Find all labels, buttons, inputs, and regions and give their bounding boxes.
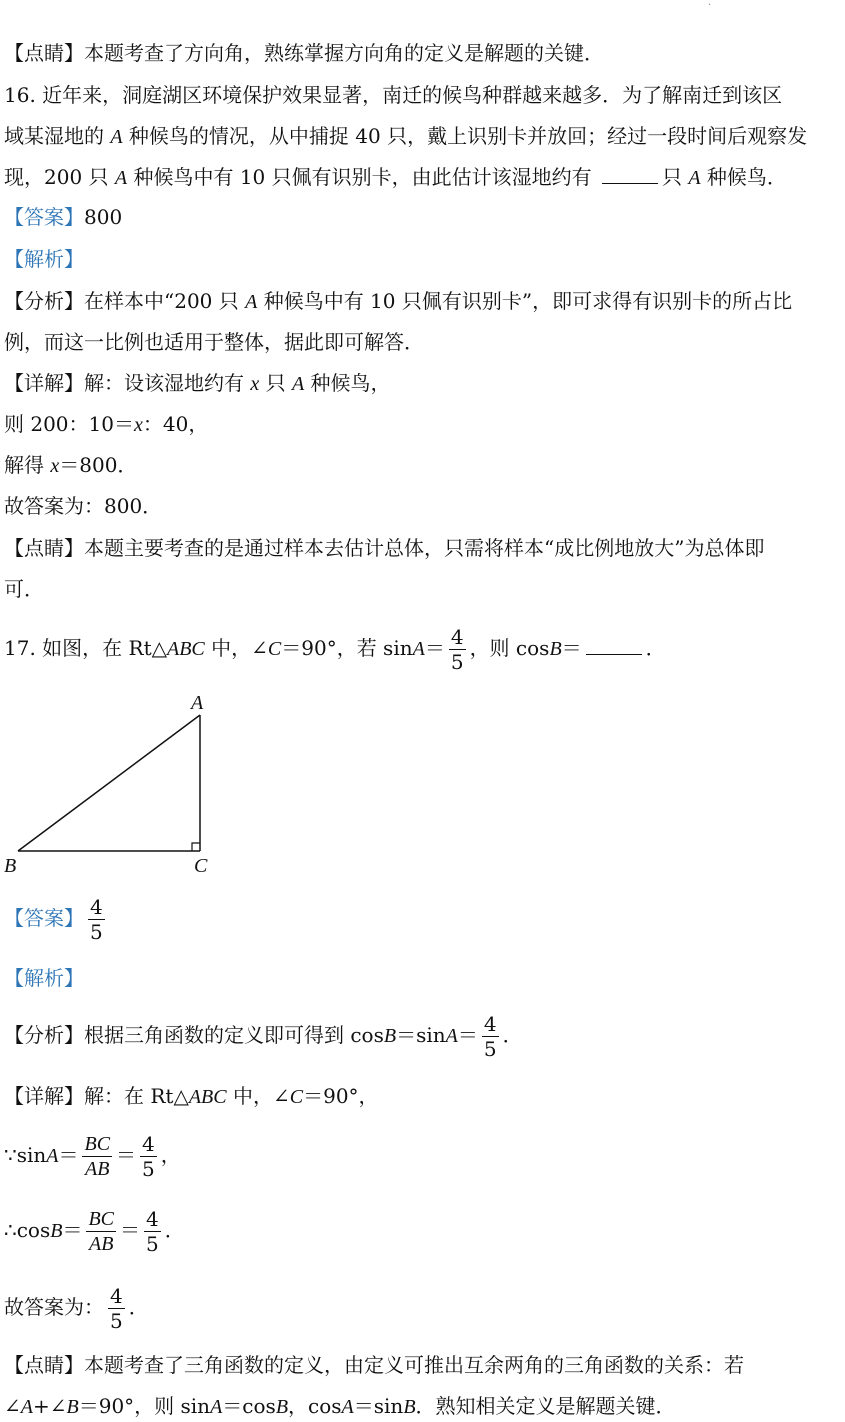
text: ， <box>160 1143 181 1167</box>
text: ＝800． <box>59 453 138 477</box>
q16-detail-line3 <box>4 452 137 479</box>
q16-analysis-line1 <box>4 288 792 315</box>
q17-stem <box>4 620 666 677</box>
q16-tip-line2: 可． <box>4 577 44 601</box>
answer-tag: 【答案】 <box>4 205 84 229</box>
q17-jiexi-tag: 【解析】 <box>4 966 84 990</box>
denominator: 5 <box>146 1232 159 1256</box>
text: 种候鸟， <box>304 371 391 395</box>
denominator: AB <box>85 1158 110 1180</box>
text: 根据三角函数的定义即可得到 cos <box>84 1023 384 1047</box>
var: x <box>133 414 143 436</box>
text: ＝90°，则 sin <box>78 1394 211 1418</box>
var: B <box>383 1025 397 1047</box>
answer-tag: 【答案】 <box>4 906 84 930</box>
text: ＝ <box>58 1143 79 1167</box>
text: ＝sin <box>353 1394 404 1418</box>
numerator: 4 <box>483 1012 497 1036</box>
top-mark: · <box>708 0 712 11</box>
text: ＝90°，若 sin <box>281 636 413 660</box>
denominator: 5 <box>483 1037 497 1061</box>
analysis-tag: 【分析】 <box>4 1023 84 1047</box>
text: ． <box>645 636 666 660</box>
q16-stem-line1 <box>4 82 782 108</box>
text: 16. 近年来，洞庭湖区环境保护效果显著，南迁的候鸟种群越来越多．为了解南迁到该区 <box>4 83 783 107</box>
text: 解：在 Rt△ <box>84 1084 189 1108</box>
var: A <box>245 291 258 313</box>
text: ． <box>128 1295 149 1319</box>
detail-tag: 【详解】 <box>4 1084 84 1108</box>
denominator: 5 <box>90 920 103 944</box>
text: ＝sin <box>396 1023 446 1047</box>
q17-analysis <box>4 1007 523 1064</box>
denominator: 5 <box>110 1309 123 1333</box>
text: ：40， <box>142 412 209 436</box>
text: 解得 <box>4 453 51 477</box>
numerator: BC <box>84 1133 111 1155</box>
text: ∴cos <box>4 1218 51 1242</box>
text: +∠ <box>32 1394 67 1418</box>
text: ＝ <box>120 1218 141 1242</box>
q16-stem-line2 <box>4 123 807 150</box>
var: B <box>66 1396 79 1418</box>
vertex-label-b: B <box>4 855 17 877</box>
text: 本题主要考查的是通过样本去估计总体，只需将样本“成比例地放大”为总体即 <box>84 536 765 560</box>
text: 本题考查了三角函数的定义，由定义可推出互余两角的三角函数的关系：若 <box>84 1353 744 1377</box>
fraction <box>449 625 466 674</box>
text: ＝cos <box>222 1394 276 1418</box>
answer-value: 800 <box>84 205 123 229</box>
q17-answer <box>4 890 109 946</box>
fraction-bc-ab <box>82 1132 112 1181</box>
text: 只 <box>259 371 292 395</box>
analysis-tag: 【分析】 <box>4 289 84 313</box>
text: 则 200：10＝ <box>4 412 134 436</box>
tip-tag: 【点睛】 <box>4 41 84 65</box>
answer-blank <box>586 636 642 655</box>
q16-detail-line1 <box>4 370 391 397</box>
right-angle-mark <box>192 843 200 851</box>
var: B <box>275 1396 289 1418</box>
denominator: AB <box>89 1233 114 1255</box>
denominator: 5 <box>450 650 464 674</box>
q17-therefore-line <box>4 1202 185 1259</box>
fraction-bc-ab <box>86 1207 116 1256</box>
var: C <box>289 1086 304 1108</box>
var: A <box>210 1396 223 1418</box>
var: A <box>110 126 123 148</box>
text: ＝ <box>62 1218 83 1242</box>
answer-blank <box>602 165 658 184</box>
var: A <box>291 373 305 395</box>
fraction <box>144 1207 161 1256</box>
q17-tip-line2 <box>4 1393 676 1420</box>
denominator: 5 <box>142 1157 155 1181</box>
q17-final-answer <box>4 1279 149 1335</box>
text: 种候鸟． <box>700 165 787 189</box>
text: 种候鸟中有 10 只佩有识别卡，由此估计该湿地约有 <box>127 165 598 189</box>
numerator: 4 <box>90 895 103 919</box>
var: ABC <box>188 1086 227 1108</box>
text: 中，∠ <box>204 636 268 660</box>
text: ．熟知相关定义是解题关键． <box>415 1394 676 1418</box>
q17-because-line <box>4 1127 181 1184</box>
var: A <box>20 1396 33 1418</box>
var: A <box>412 638 425 660</box>
q16-jiexi-tag: 【解析】 <box>4 247 84 271</box>
vertex-label-c: C <box>194 855 208 877</box>
var: A <box>114 167 128 189</box>
side-ab <box>18 715 200 851</box>
text: 种候鸟的情况，从中捕捉 40 只，戴上识别卡并放回；经过一段时间后观察发 <box>122 124 808 148</box>
text: 在样本中“200 只 <box>84 289 246 313</box>
text: ，则 cos <box>469 636 550 660</box>
fraction <box>140 1132 157 1181</box>
text: ． <box>502 1023 523 1047</box>
text: ＝ <box>424 636 445 660</box>
text: ＝ <box>116 1143 137 1167</box>
var: A <box>46 1145 59 1167</box>
text: ＝ <box>457 1023 478 1047</box>
fraction <box>108 1284 125 1333</box>
tip-text: 本题考查了方向角，熟练掌握方向角的定义是解题的关键． <box>84 41 604 65</box>
text: ∵sin <box>4 1143 47 1167</box>
triangle-figure <box>0 690 240 880</box>
text: ＝ <box>561 636 582 660</box>
q16-stem-line3 <box>4 164 787 191</box>
q17-tip-line1 <box>4 1352 744 1378</box>
text: 只 <box>662 165 689 189</box>
var: ABC <box>167 638 205 660</box>
text: ＝90°， <box>303 1084 379 1108</box>
detail-tag: 【详解】 <box>4 371 84 395</box>
q16-tip-line1 <box>4 535 764 561</box>
fraction <box>482 1012 499 1061</box>
text: ，cos <box>288 1394 342 1418</box>
var: A <box>688 167 701 189</box>
var: x <box>50 455 60 477</box>
numerator: 4 <box>142 1132 155 1156</box>
q16-detail-line2 <box>4 411 208 438</box>
numerator: 4 <box>110 1284 123 1308</box>
numerator: 4 <box>450 625 464 649</box>
text: ∠ <box>4 1394 21 1418</box>
vertex-label-a: A <box>191 692 204 714</box>
var: B <box>403 1396 416 1418</box>
text: ． <box>164 1218 185 1242</box>
var: B <box>50 1220 63 1242</box>
var: x <box>250 373 260 395</box>
tip-tag: 【点睛】 <box>4 536 84 560</box>
q17-detail-line1 <box>4 1083 379 1110</box>
var: B <box>549 638 562 660</box>
text: 域某湿地的 <box>4 124 111 148</box>
var: A <box>341 1396 354 1418</box>
numerator: 4 <box>146 1207 159 1231</box>
var: C <box>267 638 282 660</box>
q16-analysis-line2: 例，而这一比例也适用于整体，据此即可解答． <box>4 330 424 354</box>
text: 中，∠ <box>226 1084 290 1108</box>
q16-detail-line4: 故答案为：800． <box>4 494 163 518</box>
text: 故答案为： <box>4 1295 104 1319</box>
text: 17. 如图，在 Rt△ <box>4 636 167 660</box>
numerator: BC <box>88 1208 115 1230</box>
tip-tag: 【点睛】 <box>4 1353 84 1377</box>
text: 现，200 只 <box>4 165 115 189</box>
answer-fraction <box>88 895 105 944</box>
q16-answer <box>4 204 122 230</box>
text: 解：设该湿地约有 <box>84 371 251 395</box>
q15-tip <box>4 40 604 66</box>
text: 种候鸟中有 10 只佩有识别卡”，即可求得有识别卡的所占比 <box>257 289 793 313</box>
var: A <box>445 1025 458 1047</box>
